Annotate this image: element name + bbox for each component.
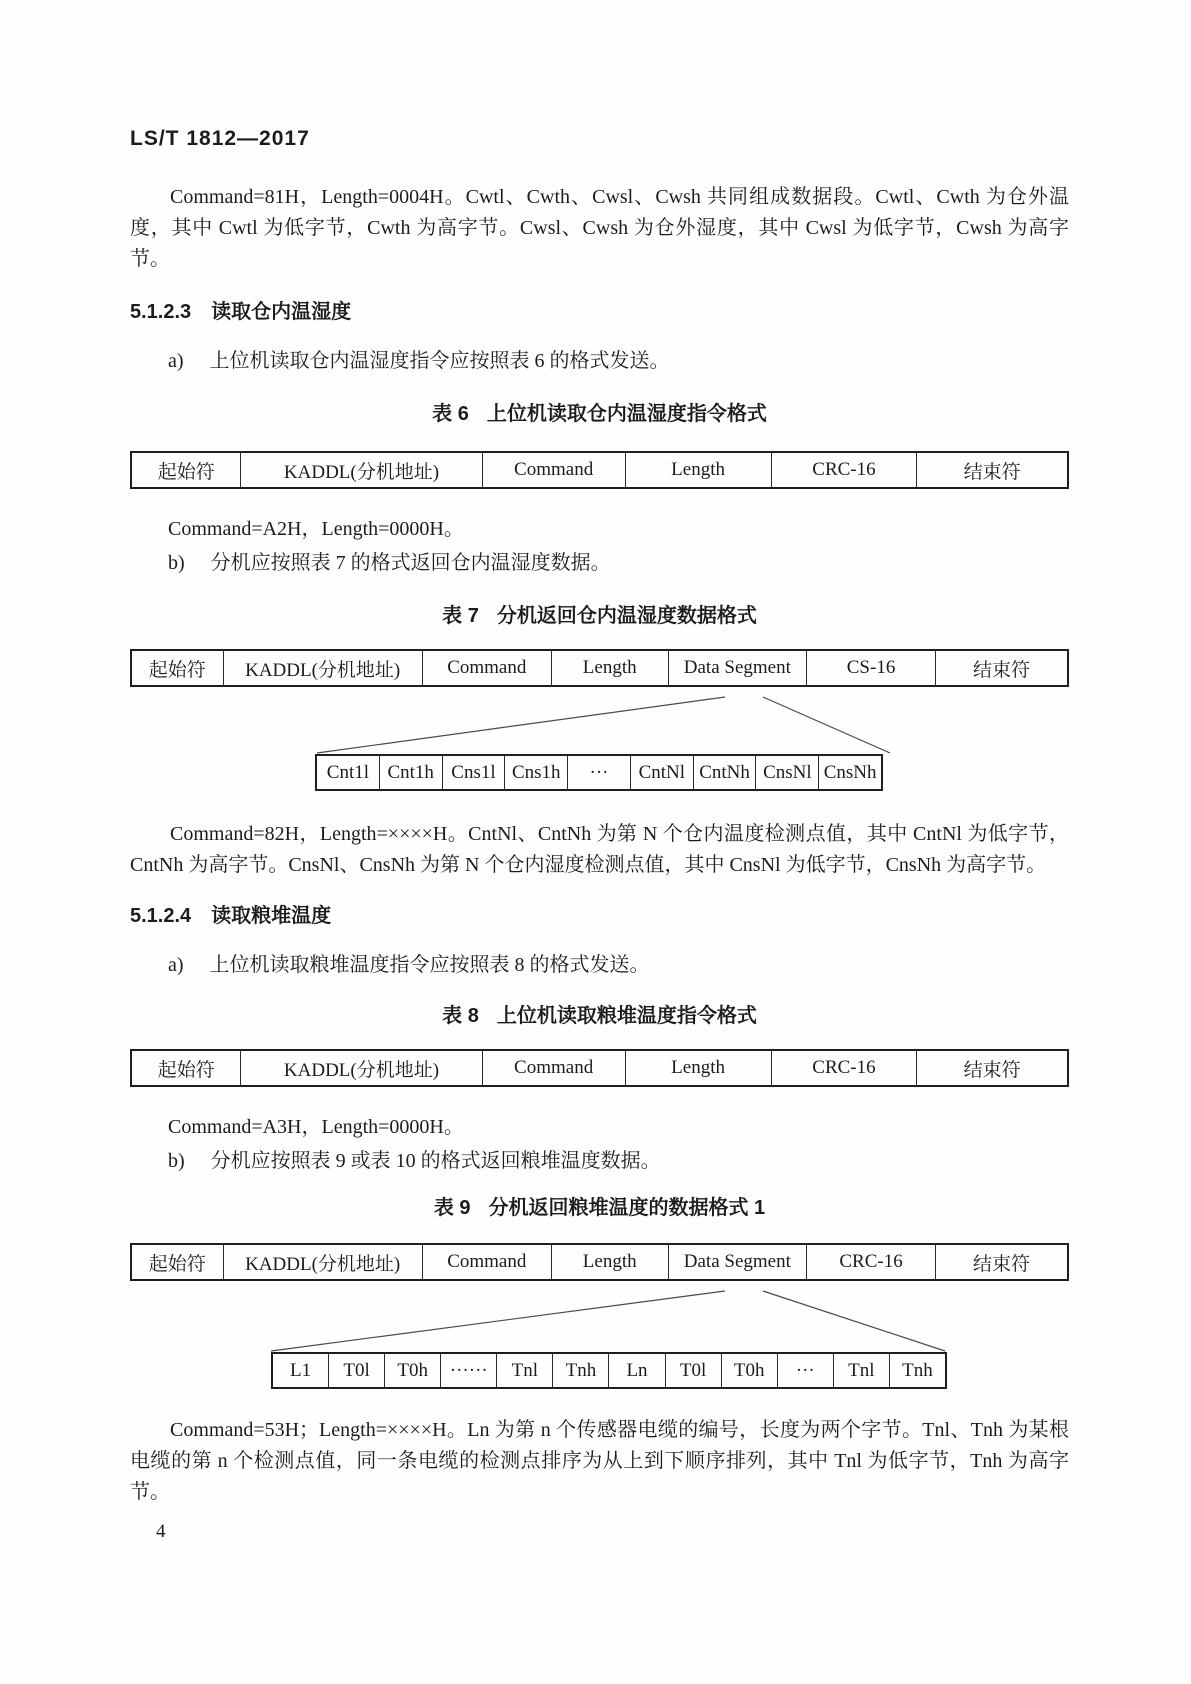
section-heading-5-1-2-4 xyxy=(130,903,1069,929)
segment-cell: CntNl xyxy=(631,756,694,789)
cell-crc16: CRC-16 xyxy=(772,1051,918,1085)
segment-cell: T0l xyxy=(666,1354,722,1387)
list-item-b-return-silo xyxy=(130,549,1069,577)
table8-caption-title: 上位机读取粮堆温度指令格式 xyxy=(496,1005,757,1027)
table7-caption xyxy=(130,603,1069,629)
segment-cell: Cnt1h xyxy=(380,756,443,789)
segment-cell: Tnl xyxy=(834,1354,890,1387)
segment-cell: CnsNh xyxy=(823,761,877,783)
cell-kaddl: KADDL(分机地址) xyxy=(224,651,423,685)
list-item-text: 上位机读取粮堆温度指令应按照表 8 的格式发送。 xyxy=(209,954,650,976)
table6-caption-label: 表 6 xyxy=(432,403,469,425)
section-number: 5.1.2.3 xyxy=(130,301,192,323)
cell-start-symbol: 起始符 xyxy=(132,1245,224,1279)
segment-cell: T0l xyxy=(329,1354,385,1387)
section-number: 5.1.2.4 xyxy=(130,905,192,927)
table7-caption-title: 分机返回仓内温湿度数据格式 xyxy=(496,605,757,627)
table7-data-segment-detail xyxy=(315,754,883,791)
cell-length: Length xyxy=(626,453,772,487)
segment-cell: T0h xyxy=(385,1354,441,1387)
list-item-b-return-grain xyxy=(130,1147,1069,1175)
cell-command: Command xyxy=(423,651,552,685)
cell-end-symbol: 结束符 xyxy=(972,1253,1030,1275)
table9-caption xyxy=(130,1195,1069,1221)
segment-cell: Tnl xyxy=(497,1354,553,1387)
list-item-label: b) xyxy=(168,552,185,574)
list-item-text: 上位机读取仓内温湿度指令应按照表 6 的格式发送。 xyxy=(209,350,670,372)
table6-caption-title: 上位机读取仓内温湿度指令格式 xyxy=(486,403,767,425)
segment-cell: Cns1h xyxy=(505,756,568,789)
cell-kaddl: KADDL(分机地址) xyxy=(241,1051,482,1085)
cell-start-symbol: 起始符 xyxy=(132,453,241,487)
table9-caption-title: 分机返回粮堆温度的数据格式 1 xyxy=(488,1197,766,1219)
segment-cell: Cns1l xyxy=(443,756,506,789)
table-6 xyxy=(130,451,1069,489)
list-item-label: a) xyxy=(168,350,184,372)
segment-cell: Tnh xyxy=(902,1359,933,1381)
segment-cell: CnsNl xyxy=(756,756,819,789)
cell-kaddl: KADDL(分机地址) xyxy=(224,1245,423,1279)
table-9 xyxy=(130,1243,1069,1281)
cell-command: Command xyxy=(483,453,626,487)
cell-command: Command xyxy=(483,1051,626,1085)
segment-cell-ellipsis: ······ xyxy=(441,1354,497,1387)
list-item-a-read-grain xyxy=(130,951,1069,979)
table-7 xyxy=(130,649,1069,687)
table9-caption-label: 表 9 xyxy=(433,1197,471,1219)
cell-length: Length xyxy=(552,651,669,685)
paragraph-command-a3h: Command=A3H，Length=0000H。 xyxy=(168,1116,464,1138)
list-item-text: 分机应按照表 7 的格式返回仓内温湿度数据。 xyxy=(210,552,611,574)
segment-cell: CntNh xyxy=(694,756,757,789)
segment-cell-ellipsis: ··· xyxy=(778,1354,834,1387)
table-8 xyxy=(130,1049,1069,1087)
cell-crc16: CRC-16 xyxy=(807,1245,936,1279)
cell-command: Command xyxy=(423,1245,552,1279)
table8-caption xyxy=(130,1003,1069,1029)
table9-data-segment-detail xyxy=(271,1352,947,1389)
table6-caption xyxy=(130,401,1069,427)
segment-cell-ellipsis: ··· xyxy=(568,756,631,789)
cell-kaddl: KADDL(分机地址) xyxy=(241,453,482,487)
paragraph-command-a2h: Command=A2H，Length=0000H。 xyxy=(168,518,464,540)
section-title: 读取仓内温湿度 xyxy=(211,301,352,323)
table8-caption-label: 表 8 xyxy=(442,1005,479,1027)
section-heading-5-1-2-3 xyxy=(130,299,1069,325)
page-number: 4 xyxy=(156,1521,166,1542)
cell-end-symbol: 结束符 xyxy=(963,1059,1021,1081)
list-item-a-read-silo xyxy=(130,347,1069,375)
paragraph-command-81h: Command=81H，Length=0004H。Cwtl、Cwth、Cwsl、Cwsh 共同组成数据段。Cwtl、Cwth 为仓外温度，其中 Cwtl 为低字节，Cwth 为高字节。Cwsl、Cwsh 为仓外湿度，其中 Cwsl 为低字节，Cwsh 为高字节。 xyxy=(130,186,1069,270)
segment-cell: Cnt1l xyxy=(317,756,380,789)
segment-cell: Tnh xyxy=(553,1354,609,1387)
table7-caption-label: 表 7 xyxy=(442,605,479,627)
cell-end-symbol: 结束符 xyxy=(963,461,1021,483)
list-item-label: a) xyxy=(168,954,184,976)
segment-cell: L1 xyxy=(273,1354,329,1387)
cell-data-segment: Data Segment xyxy=(669,651,807,685)
segment-cell: Ln xyxy=(609,1354,665,1387)
paragraph-command-82h: Command=82H，Length=××××H。CntNl、CntNh 为第 N 个仓内温度检测点值，其中 CntNl 为低字节，CntNh 为高字节。CnsNl、CnsNh 为第 N 个仓内湿度检测点值，其中 CnsNl 为低字节，CnsNh 为高字节。 xyxy=(130,823,1069,876)
cell-length: Length xyxy=(552,1245,669,1279)
paragraph-command-53h: Command=53H；Length=××××H。Ln 为第 n 个传感器电缆的编号，长度为两个字节。Tnl、Tnh 为某根电缆的第 n 个检测点值，同一条电缆的检测点排序为从上到下顺序排列，其中 Tnl 为低字节，Tnh 为高字节。 xyxy=(130,1419,1069,1503)
cell-cs16: CS-16 xyxy=(807,651,936,685)
standard-number: LS/T 1812—2017 xyxy=(130,127,310,150)
list-item-label: b) xyxy=(168,1150,185,1172)
cell-data-segment: Data Segment xyxy=(669,1245,807,1279)
table7-data-segment-connector xyxy=(130,687,1069,754)
list-item-text: 分机应按照表 9 或表 10 的格式返回粮堆温度数据。 xyxy=(210,1150,661,1172)
section-title: 读取粮堆温度 xyxy=(211,905,332,927)
cell-length: Length xyxy=(626,1051,772,1085)
cell-crc16: CRC-16 xyxy=(772,453,918,487)
table9-data-segment-connector xyxy=(130,1281,1069,1352)
cell-end-symbol: 结束符 xyxy=(972,659,1030,681)
cell-start-symbol: 起始符 xyxy=(132,1051,241,1085)
cell-start-symbol: 起始符 xyxy=(132,651,224,685)
segment-cell: T0h xyxy=(722,1354,778,1387)
